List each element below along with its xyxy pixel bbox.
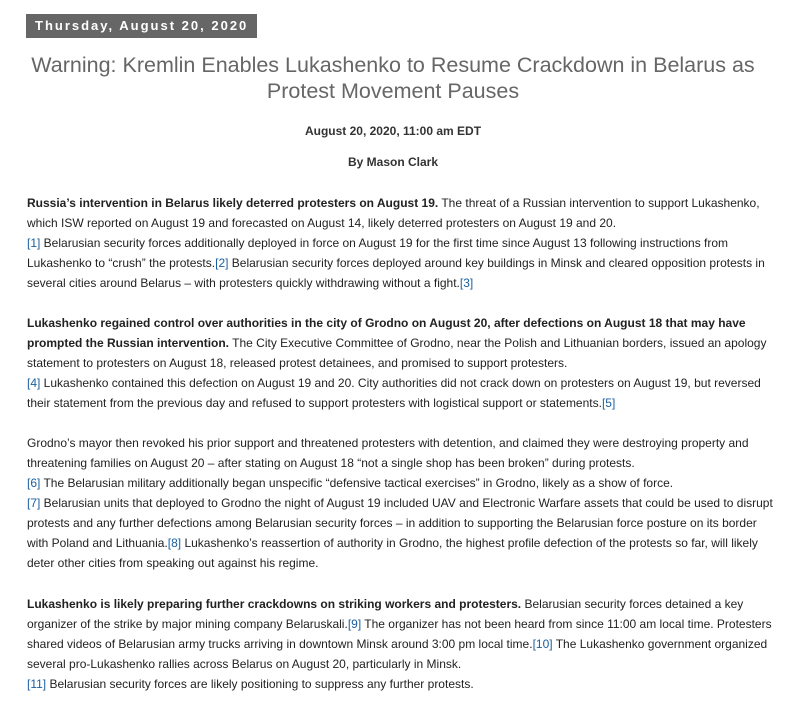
- footnote-link-6[interactable]: [6]: [27, 476, 41, 490]
- footnote-link-7[interactable]: [7]: [27, 496, 41, 510]
- date-header: Thursday, August 20, 2020: [26, 14, 257, 38]
- article-title: Warning: Kremlin Enables Lukashenko to Resume Crackdown in Belarus as Protest Movement Pauses: [31, 53, 755, 103]
- paragraph-text: The Lukashenko government organized several pro-Lukashenko rallies across Belarus on August 20, particularly in Minsk.: [27, 637, 768, 671]
- paragraph-text: Grodno’s mayor then revoked his prior support and threatened protesters with detention, and claimed they were destroying property and threatening families on August 20 – after stating on August 18 “not a single shop has been broken” during protests.: [27, 436, 749, 470]
- paragraph-4: [27, 594, 773, 694]
- paragraph-text: Belarusian units that deployed to Grodno the night of August 19 included UAV and Electronic Warfare assets that could be used to disrupt protests and any further defections among Belarusian security forces – in addition to supporting the Belarusian force posture on its border with Poland and Lithuania.: [27, 496, 773, 550]
- article-dateline: August 20, 2020, 11:00 am EDT: [304, 124, 482, 138]
- paragraph-text: The Belarusian military additionally began unspecific “defensive tactical exercises” in Grodno, likely as a show of force.: [40, 476, 674, 490]
- paragraph-3: [27, 433, 773, 573]
- footnote-link-11[interactable]: [11]: [27, 677, 47, 691]
- paragraph-1: [27, 193, 773, 293]
- footnote-link-5[interactable]: [5]: [601, 396, 616, 410]
- footnote-link-2[interactable]: [2]: [215, 256, 229, 270]
- article-byline: By Mason Clark: [347, 155, 439, 169]
- paragraph-2: [27, 313, 773, 413]
- footnote-link-10[interactable]: [10]: [532, 637, 553, 651]
- paragraph-text: Belarusian security forces are likely positioning to suppress any further protests.: [46, 677, 474, 691]
- paragraph-lead: Russia’s intervention in Belarus likely deterred protesters on August 19.: [27, 196, 439, 210]
- footnote-link-9[interactable]: [9]: [347, 617, 362, 631]
- paragraph-text: Lukashenko’s reassertion of authority in Grodno, the highest profile defection of the protests so far, will likely deter other cities from speaking out against his regime.: [27, 536, 758, 570]
- footnote-link-4[interactable]: [4]: [27, 376, 41, 390]
- paragraph-text: Lukashenko contained this defection on August 19 and 20. City authorities did not crack down on protesters on August 19, but reversed their statement from the previous day and refused to support protesters with logistical support or statements.: [27, 376, 761, 410]
- paragraph-text: Belarusian security forces additionally deployed in force on August 19 for the first time since August 13 following instructions from Lukashenko to “crush” the protests.: [27, 236, 729, 270]
- paragraph-text: Belarusian security forces detained a key organizer of the strike by major mining company Belaruskali.: [27, 597, 744, 631]
- footnote-link-3[interactable]: [3]: [459, 276, 474, 290]
- paragraph-lead: Lukashenko is likely preparing further crackdowns on striking workers and protesters.: [27, 597, 522, 611]
- paragraph-text: The threat of a Russian intervention to support Lukashenko, which ISW reported on August 19 and forecasted on August 14, likely deterred protesters on August 19 and 20.: [27, 196, 760, 230]
- paragraph-text: The organizer has not been heard from since 11:00 am local time. Protesters shared videos of Belarusian army trucks arriving in downtown Minsk around 3:00 pm local time.: [27, 617, 772, 651]
- paragraph-text: The City Executive Committee of Grodno, near the Polish and Lithuanian borders, issued an apology statement to protesters on August 18, released protest detainees, and promised to support protesters.: [27, 336, 767, 370]
- paragraph-lead: Lukashenko regained control over authorities in the city of Grodno on August 20, after defections on August 18 that may have prompted the Russian intervention.: [27, 316, 746, 350]
- footnote-link-1[interactable]: [1]: [27, 236, 41, 250]
- footnote-link-8[interactable]: [8]: [167, 536, 182, 550]
- paragraph-text: Belarusian security forces deployed around key buildings in Minsk and cleared opposition protests in several cities around Belarus – with protesters quickly withdrawing without a fight.: [27, 256, 765, 290]
